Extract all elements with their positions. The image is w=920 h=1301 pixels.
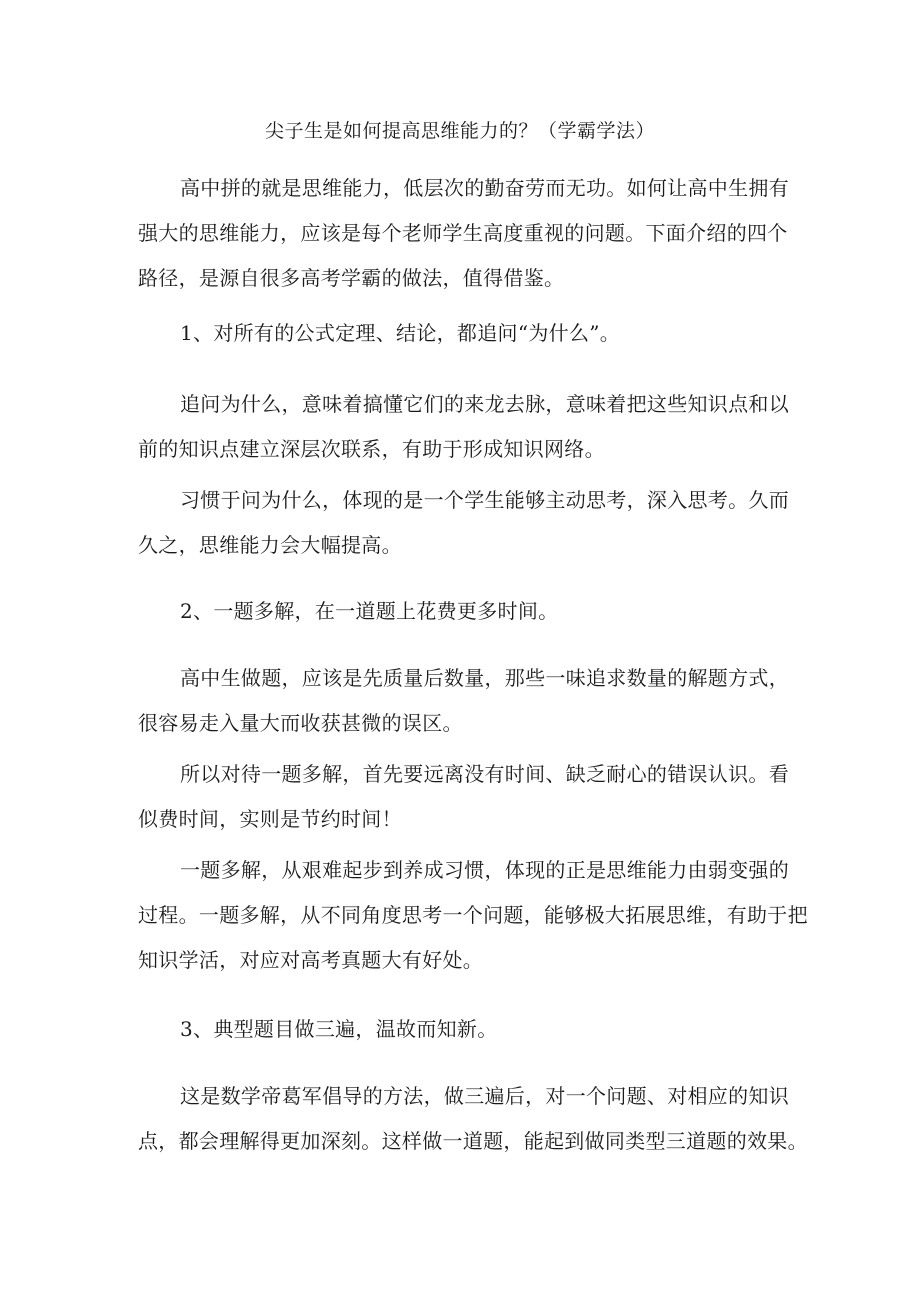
section-2-paragraph-3 — [138, 848, 808, 983]
intro-line-1: 高中拼的就是思维能力，低层次的勤奋劳而无功。如何让高中生拥有 — [180, 176, 789, 200]
section-3-paragraph-1 — [138, 1074, 808, 1164]
s2p2-line-2: 似费时间，实则是节约时间！ — [138, 807, 402, 831]
s2p3-line-3: 知识学活，对应对高考真题大有好处。 — [138, 948, 484, 972]
s1p2-line-1: 习惯于问为什么，体现的是一个学生能够主动思考，深入思考。久而 — [180, 488, 789, 512]
s1p1-line-1: 追问为什么，意味着搞懂它们的来龙去脉，意味着把这些知识点和以 — [180, 392, 789, 416]
document-title: 尖子生是如何提高思维能力的？（学霸学法） — [264, 120, 655, 142]
section-3-heading: 3、典型题目做三遍，温故而知新。 — [180, 1017, 498, 1041]
s1p2-line-2: 久之，思维能力会大幅提高。 — [138, 533, 402, 557]
section-2-heading: 2、一题多解，在一道题上花费更多时间。 — [180, 599, 559, 623]
section-1-heading: 1、对所有的公式定理、结论，都追问“为什么”。 — [180, 321, 621, 345]
intro-paragraph — [138, 166, 789, 301]
s2p2-line-1: 所以对待一题多解，首先要远离没有时间、缺乏耐心的错误认识。看 — [180, 762, 789, 786]
s2p3-line-2: 过程。一题多解，从不同角度思考一个问题，能够极大拓展思维，有助于把 — [138, 903, 808, 927]
s1p1-line-2: 前的知识点建立深层次联系，有助于形成知识网络。 — [138, 437, 605, 461]
s3p1-line-1: 这是数学帝葛军倡导的方法，做三遍后，对一个问题、对相应的知识 — [180, 1084, 789, 1108]
section-2-paragraph-2 — [138, 752, 789, 842]
s2p1-line-2: 很容易走入量大而收获甚微的误区。 — [138, 711, 463, 735]
s2p3-line-1: 一题多解，从艰难起步到养成习惯，体现的正是思维能力由弱变强的 — [180, 858, 789, 882]
intro-line-3: 路径，是源自很多高考学霸的做法，值得借鉴。 — [138, 266, 565, 290]
section-2-paragraph-1 — [138, 656, 789, 746]
section-1-paragraph-2 — [138, 478, 789, 568]
section-1-paragraph-1 — [138, 382, 789, 472]
intro-line-2: 强大的思维能力，应该是每个老师学生高度重视的问题。下面介绍的四个 — [138, 221, 788, 245]
s3p1-line-2: 点，都会理解得更加深刻。这样做一道题，能起到做同类型三道题的效果。 — [138, 1129, 808, 1153]
s2p1-line-1: 高中生做题，应该是先质量后数量，那些一味追求数量的解题方式， — [180, 666, 789, 690]
